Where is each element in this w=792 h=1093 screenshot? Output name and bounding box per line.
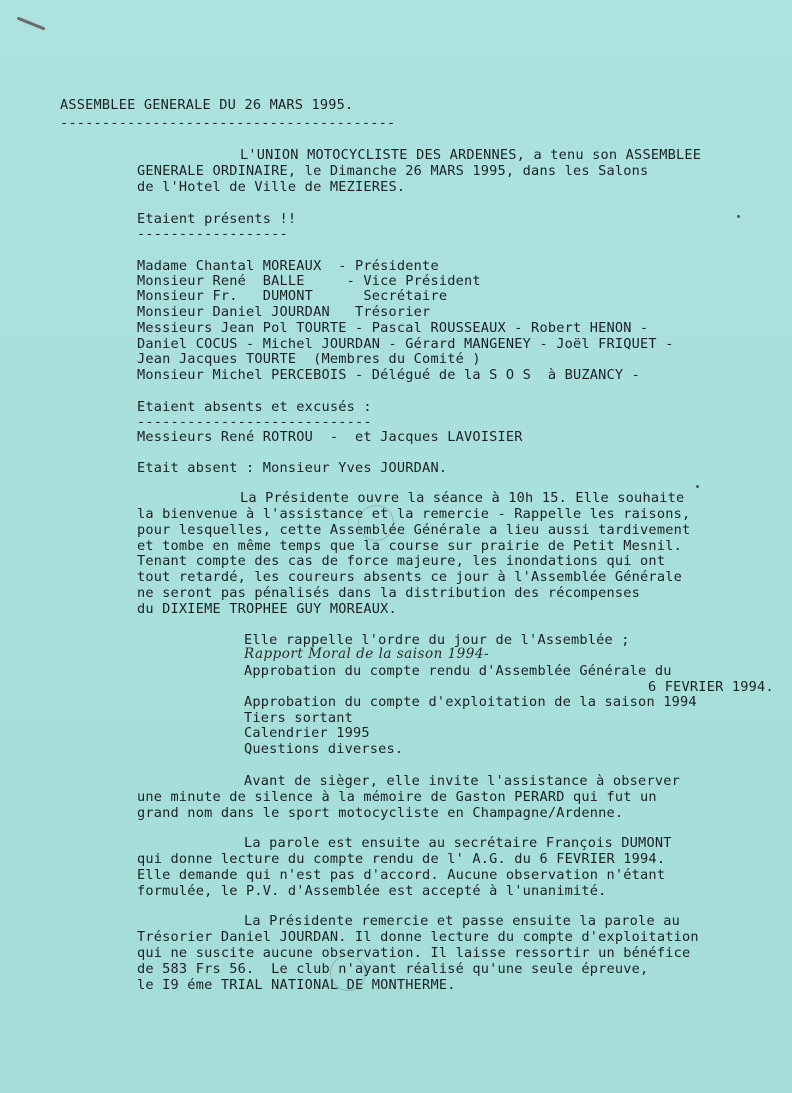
paragraph-line: Avant de sièger, elle invite l'assistance à observer [244, 773, 680, 789]
paragraph-line: La Présidente ouvre la séance à 10h 15. Elle souhaite [240, 490, 685, 506]
agenda-item: Questions diverses. [244, 741, 404, 757]
present-item: Monsieur Daniel JOURDAN Trésorier [137, 304, 431, 320]
agenda-item: Approbation du compte d'exploitation de la saison 1994 [244, 694, 697, 710]
paragraph-line: de 583 Frs 56. Le club n'ayant réalisé qu'une seule épreuve, [137, 961, 649, 977]
staple-mark [17, 16, 46, 30]
paragraph-line: qui donne lecture du compte rendu de l' A.G. du 6 FEVRIER 1994. [137, 851, 666, 867]
title-underline: ---------------------------------------- [60, 115, 396, 131]
paragraph-line: La Présidente remercie et passe ensuite la parole au [244, 913, 680, 929]
paragraph-line: Tenant compte des cas de force majeure, les inondations qui ont [137, 553, 666, 569]
paragraph-line: tout retardé, les coureurs absents ce jour à l'Assemblée Générale [137, 569, 682, 585]
paragraph-line: qui ne suscite aucune observation. Il laisse ressortir un bénéfice [137, 945, 691, 961]
handwritten-agenda-item: Rapport Moral de la saison 1994- [244, 646, 489, 662]
paragraph-line: ne seront pas pénalisés dans la distribution des récompenses [137, 585, 641, 601]
punch-dot [696, 485, 699, 488]
agenda-intro: Elle rappelle l'ordre du jour de l'Assemblée ; [244, 632, 630, 648]
present-item: Monsieur Fr. DUMONT Secrétaire [137, 288, 448, 304]
absent-underline: ---------------------------- [137, 414, 372, 430]
agenda-item: Approbation du compte rendu d'Assemblée Générale du [244, 663, 672, 679]
present-item: Monsieur René BALLE - Vice Président [137, 273, 481, 289]
absent-heading: Etaient absents et excusés : [137, 399, 372, 415]
present-item: Madame Chantal MOREAUX - Présidente [137, 258, 439, 274]
paragraph-line: une minute de silence à la mémoire de Gaston PERARD qui fut un [137, 789, 657, 805]
intro-line: GENERALE ORDINAIRE, le Dimanche 26 MARS 1995, dans les Salons [137, 163, 649, 179]
paragraph-line: du DIXIEME TROPHEE GUY MOREAUX. [137, 601, 397, 617]
punch-dot [737, 215, 740, 218]
paragraph-line: Elle demande qui n'est pas d'accord. Aucune observation n'étant [137, 867, 666, 883]
paragraph-line: grand nom dans le sport motocycliste en Champagne/Ardenne. [137, 805, 624, 821]
agenda-item: Calendrier 1995 [244, 725, 370, 741]
agenda-item-date: 6 FEVRIER 1994. [648, 679, 774, 695]
paragraph-line: formulée, le P.V. d'Assemblée est accepté à l'unanimité. [137, 883, 607, 899]
paragraph-line: la bienvenue à l'assistance et la remercie - Rappelle les raisons, [137, 506, 691, 522]
absent-excused: Messieurs René ROTROU - et Jacques LAVOISIER [137, 429, 523, 445]
present-item: Messieurs Jean Pol TOURTE - Pascal ROUSSEAUX - Robert HENON - [137, 320, 649, 336]
intro-line: de l'Hotel de Ville de MEZIERES. [137, 179, 406, 195]
agenda-item: Tiers sortant [244, 710, 353, 726]
present-item: Monsieur Michel PERCEBOIS - Délégué de la S O S à BUZANCY - [137, 367, 641, 383]
paragraph-line: pour lesquelles, cette Assemblée Générale a lieu aussi tardivement [137, 522, 691, 538]
present-underline: ------------------ [137, 226, 288, 242]
paragraph-line: La parole est ensuite au secrétaire François DUMONT [244, 835, 672, 851]
present-item: Jean Jacques TOURTE (Membres du Comité ) [137, 351, 481, 367]
paragraph-line: le I9 éme TRIAL NATIONAL DE MONTHERME. [137, 977, 456, 993]
present-heading: Etaient présents !! [137, 211, 297, 227]
intro-line: L'UNION MOTOCYCLISTE DES ARDENNES, a tenu son ASSEMBLEE [240, 147, 702, 163]
document-title: ASSEMBLEE GENERALE DU 26 MARS 1995. [60, 97, 354, 113]
paragraph-line: Trésorier Daniel JOURDAN. Il donne lecture du compte d'exploitation [137, 929, 699, 945]
paragraph-line: et tombe en même temps que la course sur prairie de Petit Mesnil. [137, 538, 682, 554]
present-item: Daniel COCUS - Michel JOURDAN - Gérard MANGENEY - Joël FRIQUET - [137, 336, 674, 352]
absent-single: Etait absent : Monsieur Yves JOURDAN. [137, 460, 448, 476]
